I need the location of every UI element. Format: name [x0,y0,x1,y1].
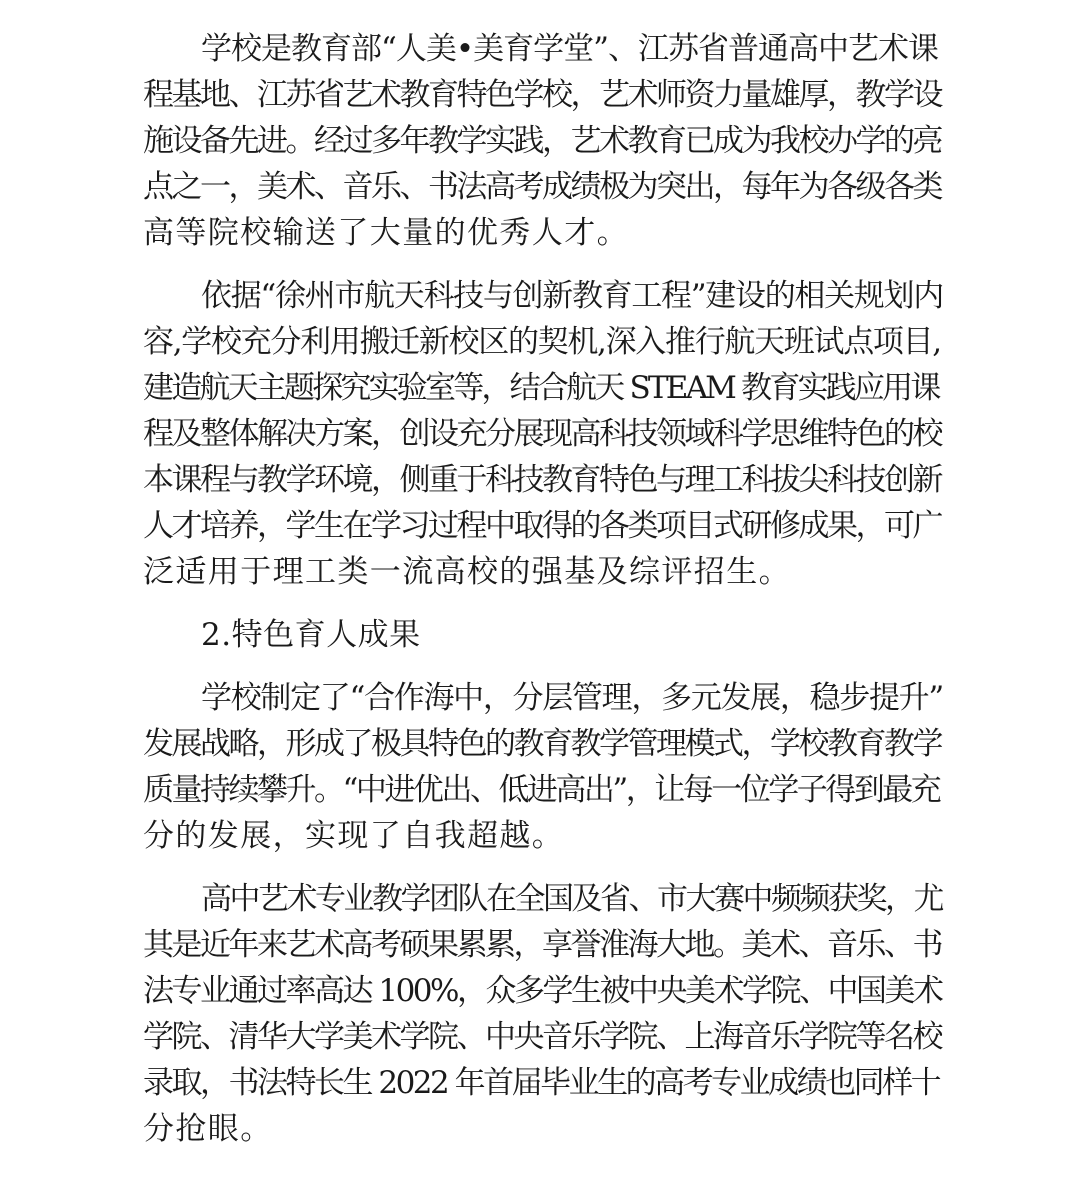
text-line: 人才培养，学生在学习过程中取得的各类项目式研修成果，可广 [143,508,941,544]
text-line: 高中艺术专业教学团队在全国及省、市大赛中频频获奖，尤 [201,881,942,917]
text-line: 录取，书法特长生 2022 年首届毕业生的高考专业成绩也同样十 [143,1065,940,1101]
text-line: 分抢眼。 [143,1111,273,1147]
text-line: 建造航天主题探究实验室等，结合航天 STEAM 教育实践应用课 [143,370,939,406]
text-line: 施设备先进。经过多年教学实践，艺术教育已成为我校办学的亮 [143,123,941,159]
section-heading-text: 2.特色育人成果 [201,617,421,653]
text-line: 高等院校输送了大量的优秀人才。 [143,215,629,251]
paragraph-aerospace-education [143,273,943,595]
text-line: 分的发展，实现了自我超越。 [143,818,565,854]
paragraph-art-education [143,26,943,256]
text-line: 学校是教育部“人美•美育学堂”、江苏省普通高中艺术课 [201,31,938,67]
text-line: 其是近年来艺术高考硕果累累，享誉淮海大地。美术、音乐、书 [143,927,941,963]
text-line: 点之一，美术、音乐、书法高考成绩极为突出，每年为各级各类 [143,169,941,205]
paragraph-art-team-achievements [143,876,943,1152]
paragraph-development-strategy [143,675,943,859]
text-line: 容,学校充分利用搬迁新校区的契机,深入推行航天班试点项目, [143,324,941,360]
section-heading [143,612,943,658]
text-line: 学院、清华大学美术学院、中央音乐学院、上海音乐学院等名校 [143,1019,941,1055]
text-line: 程基地、江苏省艺术教育特色学校，艺术师资力量雄厚，教学设 [143,77,941,113]
text-line: 学校制定了“合作海中，分层管理，多元发展，稳步提升” [201,680,943,716]
text-line: 发展战略，形成了极具特色的教育教学管理模式，学校教育教学 [143,726,941,762]
text-line: 泛适用于理工类一流高校的强基及综评招生。 [143,554,791,590]
text-line: 依据“徐州市航天科技与创新教育工程”建设的相关规划内 [201,278,943,314]
text-line: 本课程与教学环境，侧重于科技教育特色与理工科拔尖科技创新 [143,462,941,498]
text-line: 程及整体解决方案，创设充分展现高科技领域科学思维特色的校 [143,416,941,452]
text-line: 质量持续攀升。“中进优出、低进高出”，让每一位学子得到最充 [143,772,940,808]
document-page [143,26,943,1169]
text-line: 法专业通过率高达 100%，众多学生被中央美术学院、中国美术 [143,973,942,1009]
